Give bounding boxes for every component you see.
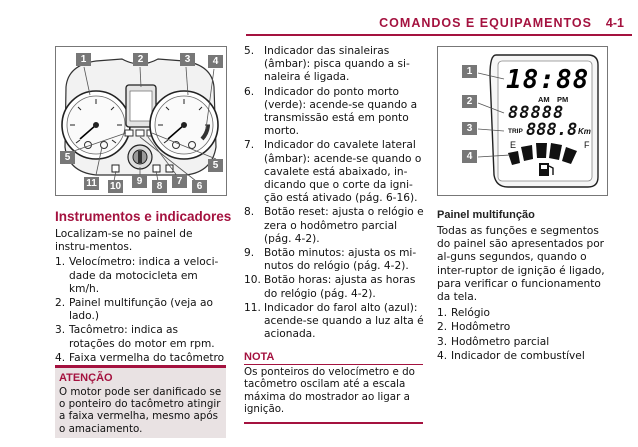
right-intro: Todas as funções e segmentos do painel são apresentados por al-guns segundos, quando o inter-ruptor de ignição é ligado, para verificar o funcionamento da tela. [437,225,605,304]
list-item: 1. Velocímetro: indica a veloci-dade da motocicleta em km/h. [55,256,219,295]
lcd-am: AM [538,95,550,104]
multifunction-title: Painel multifunção [437,209,535,221]
figure-callout: 10 [109,181,122,192]
instrument-panel-figure [55,46,227,196]
left-intro: Localizam-se no painel de instru-mentos. [55,228,193,254]
indicator-list [244,45,424,341]
left-column [55,228,227,366]
fuel-pump-icon [539,163,549,176]
attention-title: ATENÇÃO [59,372,113,384]
attention-box [55,365,226,438]
note-text: Os ponteiros do velocímetro e do tacômetro oscilam até a escala máxima do mostrador ao ligar a ignição. [244,366,415,416]
figure-callout: 5 [60,151,75,164]
list-item: 11. Indicador do farol alto (azul): acende-se quando a luz alta é acionada. [244,301,424,341]
figure-callout: 3 [180,53,195,66]
list-item: 6. Indicador do ponto morto (verde): acende-se quando a transmissão está em ponto morto. [244,85,418,138]
instrument-list [55,256,227,365]
lcd-trip-value: 888.8 [526,120,578,140]
middle-column [244,45,424,342]
lcd-unit: Km [578,127,591,136]
list-item: 4. Indicador de combustível [437,349,585,362]
page-header [0,0,638,40]
list-item: 8. Botão reset: ajusta o relógio e zera o hodômetro parcial (pág. 4-2). [244,206,424,245]
list-item: 2. Painel multifunção (veja ao lado.) [55,297,213,323]
list-item: 1. Relógio [437,307,490,320]
header-rule [246,34,632,36]
note-divider [244,422,423,424]
figure-callout: 4 [462,150,477,163]
figure-callout: 5 [208,159,223,172]
list-item: 5. Indicador das sinaleiras (âmbar): pisca quando a si-naleira é ligada. [244,45,410,84]
lcd-fuel-empty: E [510,140,517,150]
figure-callout: 4 [208,55,223,68]
figure-callout: 7 [172,175,187,188]
instrument-cluster-drawing [56,47,225,194]
figure-callout: 2 [133,53,148,66]
lcd-fuel-full: F [584,140,590,150]
header-title: COMANDOS E EQUIPAMENTOS [379,16,592,30]
lcd-clock: 18:88 [506,65,590,95]
figure-callout: 6 [192,180,207,193]
attention-text: O motor pode ser danificado se o ponteiro do tacômetro atingir a faixa vermelha, mesmo após o amaciamento. [59,386,222,435]
figure-callout: 9 [132,175,147,188]
right-column [437,225,608,364]
lcd-pm: PM [557,95,569,104]
figure-callout: 1 [462,65,477,78]
multifunction-list [437,307,608,363]
figure-callout: 3 [462,122,477,135]
list-item: 4. Faixa vermelha do tacômetro [55,351,225,364]
lcd-odometer: 88888 [508,103,565,123]
list-item: 3. Tacômetro: indica as rotações do motor em rpm. [55,324,215,350]
note-title: NOTA [244,351,423,365]
figure-callout: 8 [152,180,167,193]
lcd-trip-label: TRIP [508,128,523,135]
section-title: Instrumentos e indicadores [55,209,232,224]
page-number: 4-1 [605,16,624,30]
list-item: 9. Botão minutos: ajusta os mi-nutos do relógio (pág. 4-2). [244,247,417,273]
multifunction-panel-figure [437,46,608,196]
list-item: 3. Hodômetro parcial [437,335,550,348]
list-item: 7. Indicador do cavalete lateral (âmbar): acende-se quando o cavalete está abaixado, in-dicando que o corte da igni-ção está ativado (pág. 6-16). [244,139,422,205]
list-item: 10. Botão horas: ajusta as horas do relógio (pág. 4-2). [244,274,416,300]
figure-callout: 1 [76,53,91,66]
figure-callout: 11 [84,177,99,190]
list-item: 2. Hodômetro [437,321,511,334]
figure-callout: 2 [462,95,477,108]
